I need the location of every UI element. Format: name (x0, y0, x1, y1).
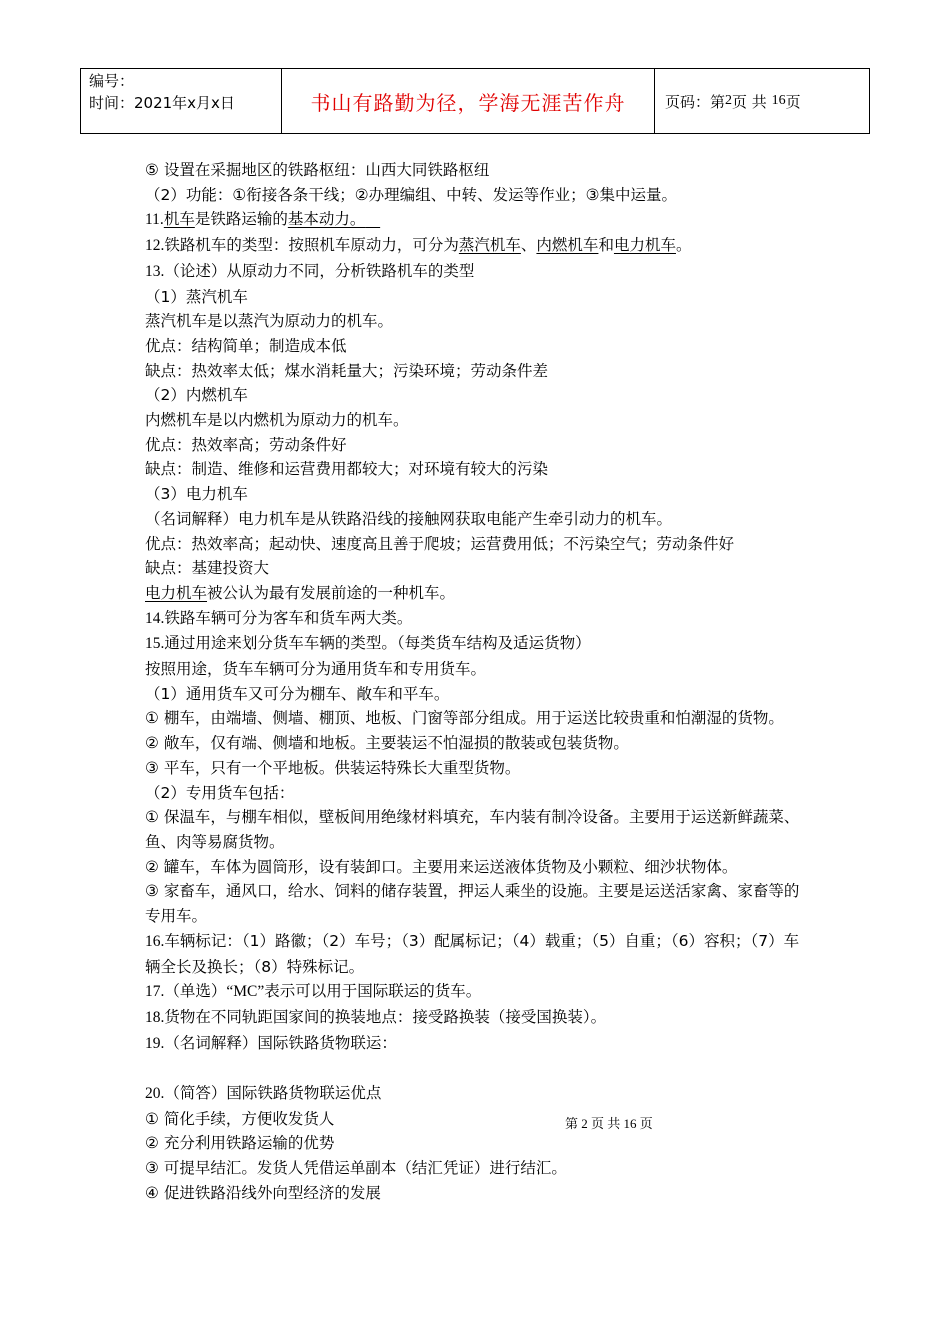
text-line: ③ 平车，只有一个平地板。供装运特殊长大重型货物。 (145, 758, 521, 777)
text-line: （1）蒸汽机车 (145, 287, 248, 306)
text-line: 16.车辆标记：（1）路徽；（2）车号；（3）配属标记；（4）载重；（5）自重；（6）容积；（7）车辆全长及换长；（8）特殊标记。 (145, 931, 800, 976)
date-label: 时间：2021年x月x日 (89, 94, 235, 112)
text-line: 11.机车是铁路运输的基本动力。 (145, 210, 366, 229)
text-line: 18.货物在不同轨距国家间的换装地点：接受路换装（接受国换装）。 (145, 1007, 607, 1026)
text-line: 内燃机车是以内燃机为原动力的机车。 (145, 411, 409, 430)
text-line: 缺点：热效率太低；煤水消耗量大；污染环境；劳动条件差 (145, 361, 549, 380)
text-line: ① 棚车，由端墙、侧墙、棚顶、地板、门窗等部分组成。用于运送比较贵重和怕潮湿的货物。 (145, 709, 784, 728)
text-line: 缺点：制造、维修和运营费用都较大；对环境有较大的污染 (145, 460, 549, 479)
text-line: 蒸汽机车是以蒸汽为原动力的机车。 (145, 312, 394, 331)
text-line: ④ 促进铁路沿线外向型经济的发展 (145, 1183, 381, 1202)
serial-number-label: 编号： (89, 72, 135, 90)
text-line: 15.通过用途来划分货车车辆的类型。（每类货车结构及适运货物） (145, 634, 591, 653)
page-mid: 页 共 (732, 92, 767, 111)
blank-line (145, 1056, 810, 1081)
text-line: 缺点：基建投资大 (145, 559, 270, 578)
text-line: ② 罐车，车体为圆筒形，设有装卸口。主要用来运送液体货物及小颗粒、细沙状物体。 (145, 857, 738, 876)
text-line: （2）内燃机车 (145, 386, 248, 405)
page-number: 2 (725, 93, 733, 108)
text-line: 电力机车被公认为最有发展前途的一种机车。 (145, 583, 456, 602)
text-line: ③ 可提早结汇。发货人凭借运单副本（结汇凭证）进行结汇。 (145, 1159, 567, 1178)
page-prefix: 页码：第 (665, 92, 726, 111)
header-info-cell (81, 69, 282, 133)
text-line: 12.铁路机车的类型：按照机车原动力，可分为蒸汽机车、内燃机车和电力机车。 (145, 236, 692, 255)
text-line: （1）通用货车又可分为棚车、敞车和平车。 (145, 684, 450, 703)
text-line: 17.（单选）“MC”表示可以用于国际联运的货车。 (145, 982, 482, 1001)
text-line: ③ 家畜车，通风口，给水、饲料的储存装置，押运人乘坐的设施。主要是运送活家禽、家畜等的专用车。 (145, 882, 800, 926)
page-footer: 第 2 页 共 16 页 (565, 1116, 653, 1131)
header-motto: 书山有路勤为径，学海无涯苦作舟 (282, 69, 655, 133)
text-line: ② 充分利用铁路运输的优势 (145, 1134, 335, 1153)
text-line: （2）功能：①衔接各条干线；②办理编组、中转、发运等作业；③集中运量。 (145, 185, 678, 204)
text-line: ⑤ 设置在采掘地区的铁路枢纽：山西大同铁路枢纽 (145, 161, 490, 179)
document-body (145, 158, 810, 1206)
text-line: 优点：热效率高；劳动条件好 (145, 435, 347, 454)
text-line: 19.（名词解释）国际铁路货物联运： (145, 1033, 397, 1052)
page-header-table (80, 68, 870, 134)
page-total: 16 (771, 93, 786, 108)
text-line: （2）专用货车包括： (145, 783, 295, 802)
text-line: 优点：热效率高；起动快、速度高且善于爬坡；运营费用低；不污染空气；劳动条件好 (145, 534, 735, 553)
text-line: （名词解释）电力机车是从铁路沿线的接触网获取电能产生牵引动力的机车。 (145, 509, 673, 528)
text-line: 优点：结构简单；制造成本低 (145, 336, 347, 355)
text-line: ① 保温车，与棚车相似，壁板间用绝缘材料填充，车内装有制冷设备。主要用于运送新鲜蔬菜、鱼、肉等易腐货物。 (145, 808, 800, 851)
text-line: ① 简化手续，方便收发货人 (145, 1109, 335, 1128)
text-line: 14.铁路车辆可分为客车和货车两大类。 (145, 608, 413, 627)
text-line: 13.（论述）从原动力不同，分析铁路机车的类型 (145, 261, 475, 280)
page-suffix: 页 (785, 92, 801, 111)
text-line: 按照用途，货车车辆可分为通用货车和专用货车。 (145, 660, 487, 679)
text-line: （3）电力机车 (145, 485, 248, 504)
text-line: 20.（简答）国际铁路货物联运优点 (145, 1084, 382, 1102)
text-line: ② 敞车，仅有端、侧墙和地板。主要装运不怕湿损的散装或包装货物。 (145, 734, 629, 753)
header-page-indicator (655, 69, 869, 133)
